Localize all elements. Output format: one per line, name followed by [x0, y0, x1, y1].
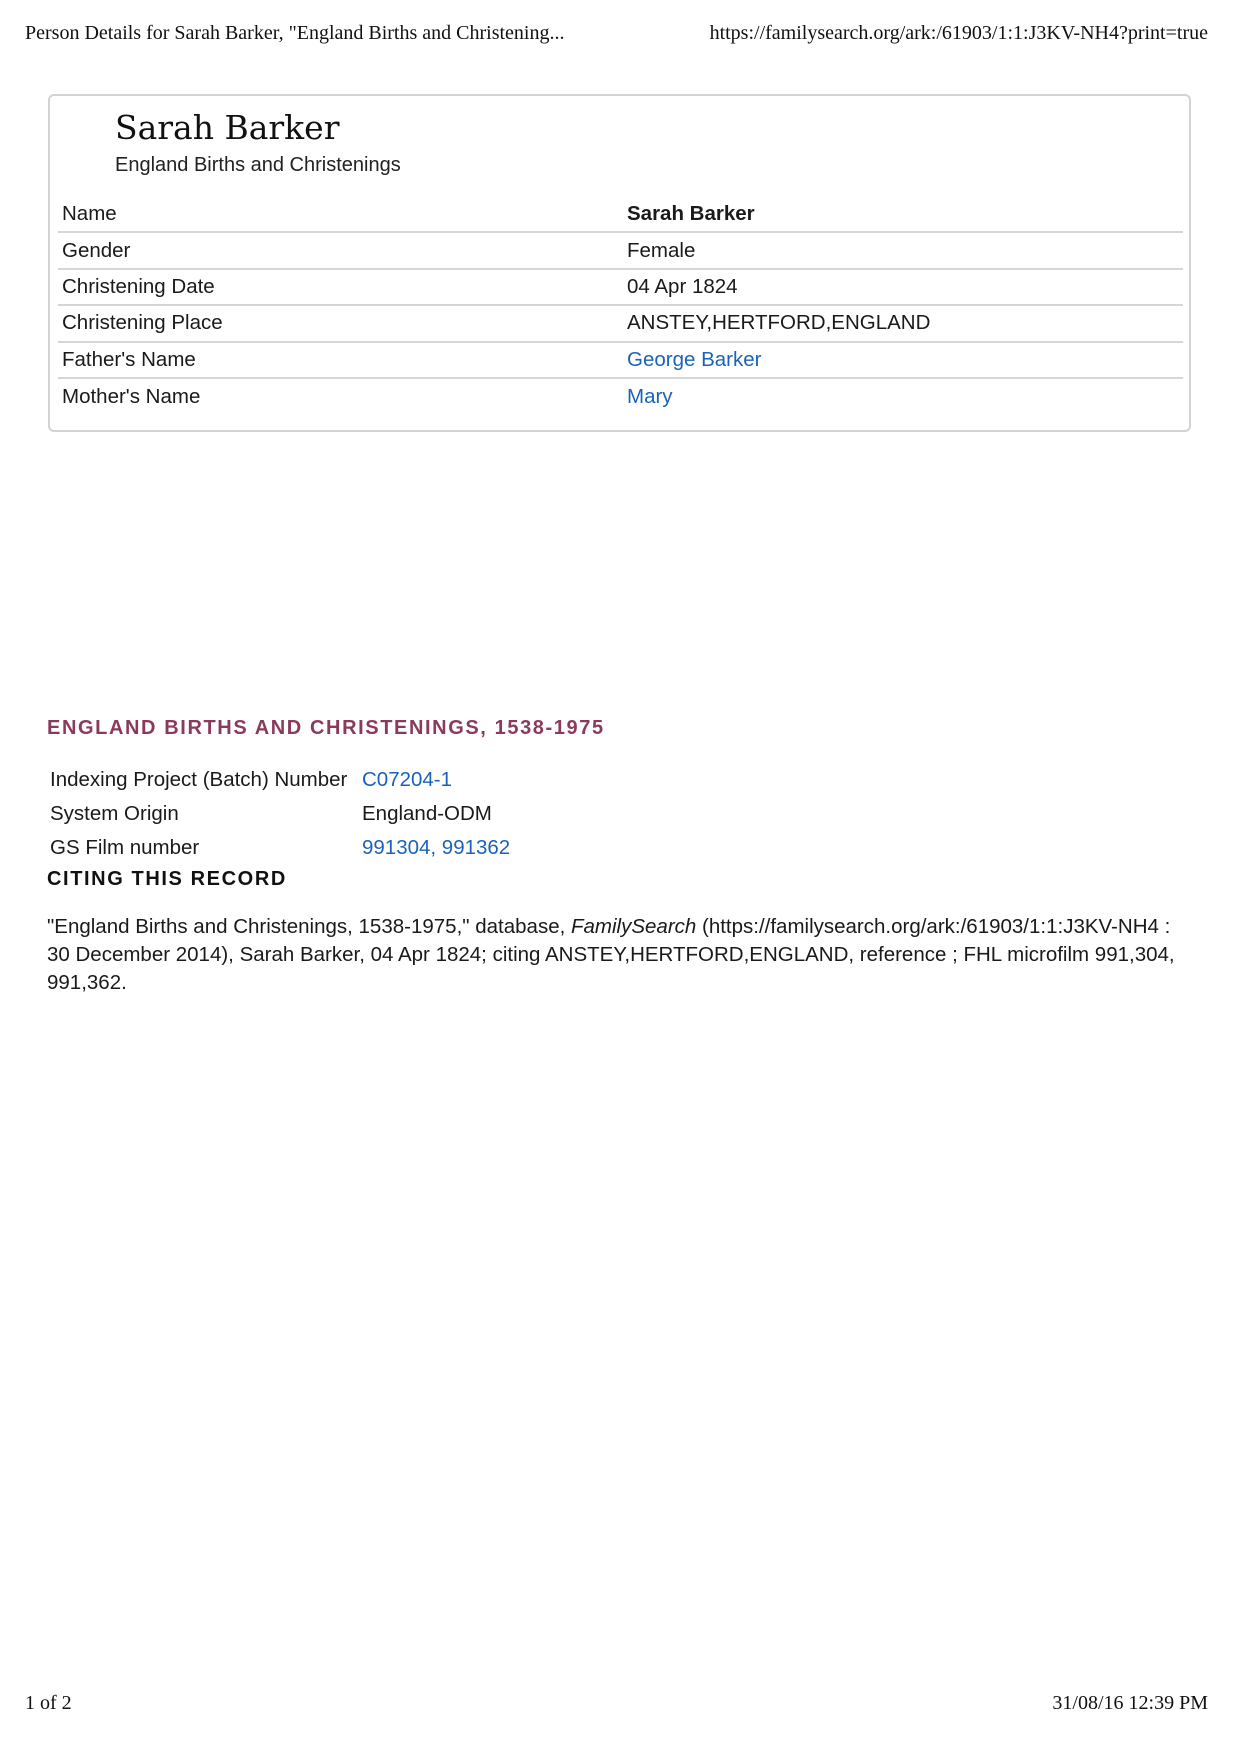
meta-value: England-ODM	[362, 802, 492, 825]
citation-text-after: (https://familysearch.org/ark:/61903/1:1:J3KV-NH4 : 30 December 2014), Sarah Barker, 04 Apr 1824; citing ANSTEY,HERTFORD,ENGLAND, reference ; FHL microfilm 991,304, 991,362.	[47, 915, 1175, 994]
meta-row-system-origin	[46, 797, 514, 831]
person-name-heading: Sarah Barker	[115, 108, 340, 147]
detail-value: 04 Apr 1824	[623, 269, 1183, 305]
detail-row-christening-date	[58, 269, 1183, 305]
detail-label: Father's Name	[58, 342, 623, 378]
film-number-link[interactable]: 991304, 991362	[362, 836, 511, 859]
citation-text-before: "England Births and Christenings, 1538-1975," database,	[47, 915, 571, 938]
print-header-url: https://familysearch.org/ark:/61903/1:1:J3KV-NH4?print=true	[709, 22, 1208, 44]
meta-row-film-number	[46, 831, 514, 865]
detail-row-fathers-name	[58, 342, 1183, 378]
collection-meta-table	[46, 763, 514, 865]
detail-label: Gender	[58, 232, 623, 268]
mother-name-link[interactable]: Mary	[627, 384, 673, 408]
detail-value: Sarah Barker	[627, 201, 755, 225]
detail-value: ANSTEY,HERTFORD,ENGLAND	[623, 305, 1183, 341]
print-footer-page: 1 of 2	[25, 1692, 72, 1714]
print-header-title: Person Details for Sarah Barker, "England Births and Christening...	[25, 22, 565, 44]
citing-record-title: CITING THIS RECORD	[47, 868, 287, 890]
batch-number-link[interactable]: C07204-1	[362, 768, 453, 791]
person-details-card	[48, 94, 1191, 432]
detail-row-name	[58, 196, 1183, 232]
detail-label: Christening Place	[58, 305, 623, 341]
detail-value: Female	[623, 232, 1183, 268]
father-name-link[interactable]: George Barker	[627, 347, 762, 371]
detail-label: Name	[62, 201, 117, 225]
detail-row-mothers-name	[58, 378, 1183, 414]
person-details-table	[58, 196, 1183, 414]
detail-label: Mother's Name	[58, 378, 623, 414]
citation-text	[47, 913, 1197, 997]
print-footer-datetime: 31/08/16 12:39 PM	[1052, 1692, 1208, 1714]
meta-row-batch-number	[46, 763, 514, 797]
detail-row-christening-place	[58, 305, 1183, 341]
collection-section-title: ENGLAND BIRTHS AND CHRISTENINGS, 1538-1975	[47, 717, 605, 739]
meta-label: System Origin	[50, 802, 179, 825]
citation-site-name: FamilySearch	[570, 915, 697, 938]
meta-label: Indexing Project (Batch) Number	[50, 768, 348, 791]
collection-subtitle: England Births and Christenings	[115, 154, 401, 176]
detail-row-gender	[58, 232, 1183, 268]
meta-label: GS Film number	[50, 836, 200, 859]
detail-label: Christening Date	[58, 269, 623, 305]
